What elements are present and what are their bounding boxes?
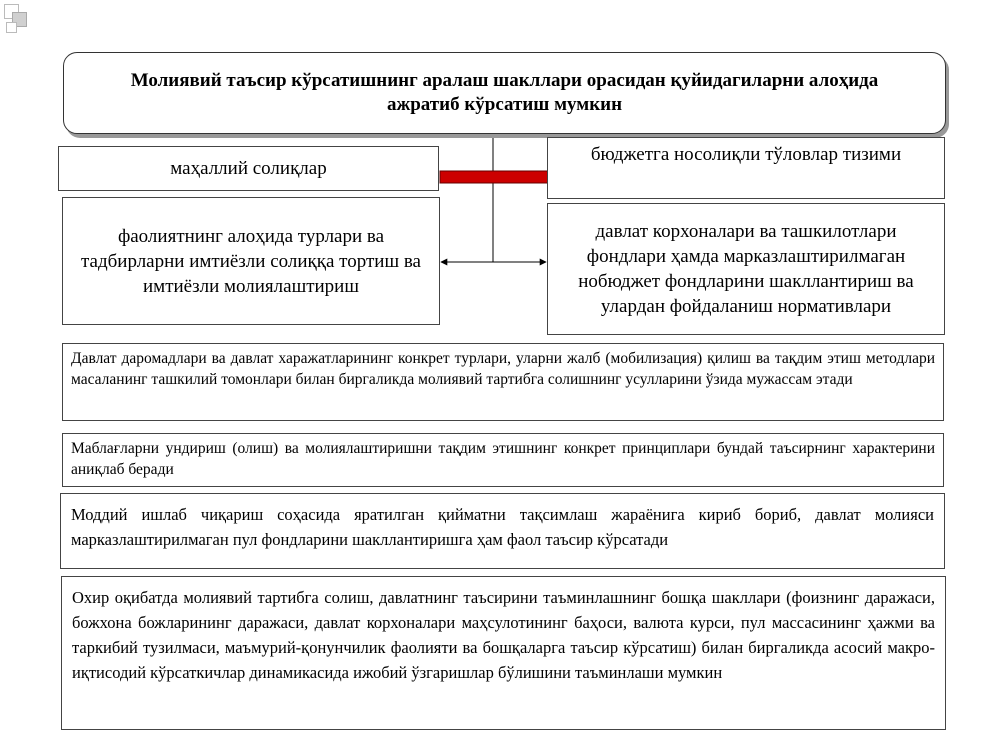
state-enterprise-funds-box: давлат корхоналари ва ташкилотлари фондлари ҳамда марказлаштирилмаган нобюджет фондларини шакллантириш ва улардан фойдаланиш нормативлари (547, 203, 945, 335)
red-connector (440, 171, 548, 183)
statement-box-1: Давлат даромадлари ва давлат харажатларининг конкрет турлари, уларни жалб (мобилизация) қилиш ва тақдим этиш методлари масаланинг ташкилий томонлари билан биргаликда молиявий тартибга солишнинг усулларини ўзида мужассам этади (62, 343, 944, 421)
statement-box-2: Маблағларни ундириш (олиш) ва молиялаштиришни тақдим этишнинг конкрет принциплари бундай таъсирнинг характерини аниқлаб беради (62, 433, 944, 487)
non-tax-payments-box: бюджетга носолиқли тўловлар тизими (547, 137, 945, 199)
local-taxes-box: маҳаллий солиқлар (58, 146, 439, 191)
statement-box-4: Охир оқибатда молиявий тартибга солиш, давлатнинг таъсирини таъминлашнинг бошқа шакллари (фоизнинг даражаси, божхона божларининг даражаси, давлат корхоналари маҳсулотининг баҳоси, валюта курси, пул массасининг ҳажми ва таркибий тузилмаси, маъмурий-қонунчилик фаолияти ва бошқаларга таъсир кўрсатиш) билан биргаликда асосий макро-иқтисодий кўрсаткичлар динамикасида ижобий ўзгаришлар бўлишини таъминлаши мумкин (61, 576, 946, 730)
diagram-title: Молиявий таъсир кўрсатишнинг аралаш шакллари орасидан қуйидагиларни алоҳида ажратиб кўрсатиш мумкин (63, 52, 946, 134)
statement-box-3: Моддий ишлаб чиқариш соҳасида яратилган қийматни тақсимлаш жараёнига кириб бориб, давлат молияси марказлаштирилмаган пул фондларини шакллантиришга ҳам фаол таъсир кўрсатади (60, 493, 945, 569)
preferential-taxation-box: фаолиятнинг алоҳида турлари ва тадбирларни имтиёзли солиққа тортиш ва имтиёзли молиялаштириш (62, 197, 440, 325)
